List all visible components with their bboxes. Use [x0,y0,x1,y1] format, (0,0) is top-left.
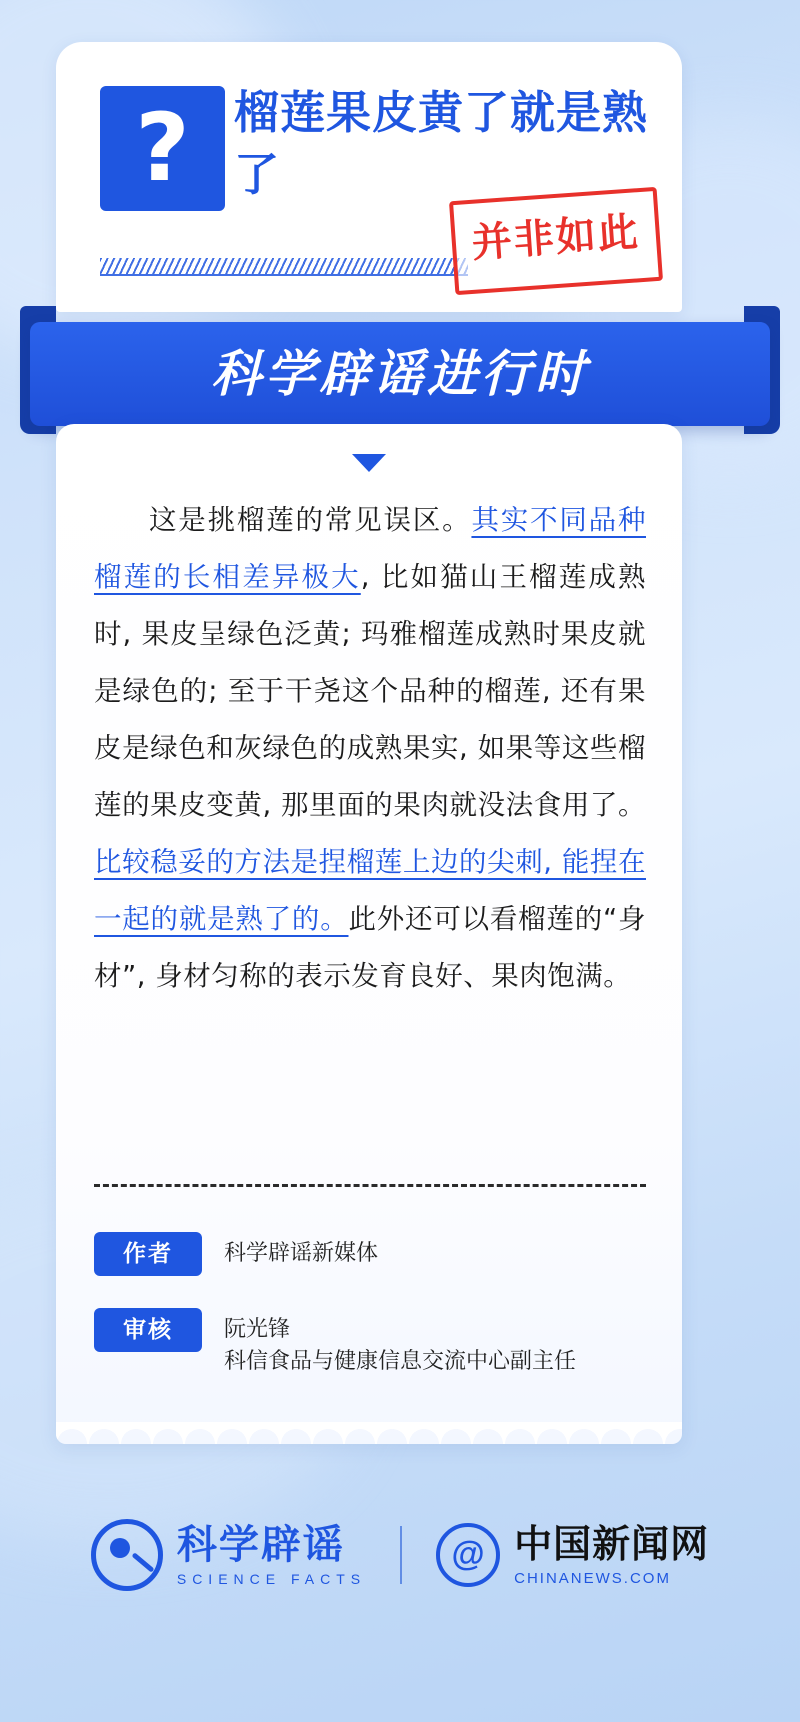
question-mark-icon [100,86,225,211]
credit-tag: 作者 [94,1232,202,1276]
brand-science-facts [91,1519,366,1591]
article-text: 这是挑榴莲的常见误区。 [149,504,472,536]
credit-tag: 审核 [94,1308,202,1352]
banner-plate [30,322,770,426]
status-badge [449,187,663,295]
at-sign-icon: @ [436,1523,500,1587]
credit-reviewer [94,1308,576,1378]
magnifier-circle-icon [91,1519,163,1591]
credit-line-1: 科学辟谣新媒体 [224,1241,379,1266]
footer [0,1480,800,1630]
article-highlight[interactable]: 其实不同品种榴莲的长相差异极大 [94,504,646,593]
credit-line-2: 科信食品与健康信息交流中心副主任 [224,1349,577,1374]
brand-right-name: 中国新闻网 [514,1521,710,1566]
credit-value [224,1308,576,1378]
triangle-down-icon [352,454,386,472]
footer-divider [400,1526,402,1584]
article-card [56,424,682,1444]
brand-left-subtitle: SCIENCE FACTS [176,1570,367,1587]
article-text: , 比如猫山王榴莲成熟时, 果皮呈绿色泛黄; 玛雅榴莲成熟时果皮就是绿色的; 至于干尧这个品种的榴莲, 还有果皮是绿色和灰绿色的成熟果实, 如果等这些榴莲的果皮变黄, 那里面的果肉就没法食用了。 [94,561,647,821]
banner [20,306,780,436]
brand-chinanews [436,1523,709,1587]
credit-value [224,1232,378,1270]
scalloped-edge [56,1422,682,1444]
article-highlight[interactable]: 比较稳妥的方法是捏榴莲上边的尖刺, 能捏在一起的就是熟了的。 [94,846,646,935]
credit-line-1: 阮光锋 [224,1317,291,1342]
banner-title: 科学辟谣进行时 [211,345,589,403]
divider [94,1184,646,1187]
page-title: 榴莲果皮黄了就是熟了 [234,86,649,201]
brand-right-subtitle: CHINANEWS.COM [514,1569,671,1587]
brand-left-name: 科学辟谣 [176,1521,345,1568]
hatch-divider [100,258,468,276]
article-body [94,492,646,1005]
question-mark-glyph: ? [135,94,190,203]
headline-card [56,42,682,312]
status-badge-label: 并非如此 [470,209,642,267]
credit-author [94,1232,378,1276]
article-text: 此外还可以看榴莲的“身材”, 身材匀称的表示发育良好、果肉饱满。 [94,903,647,992]
